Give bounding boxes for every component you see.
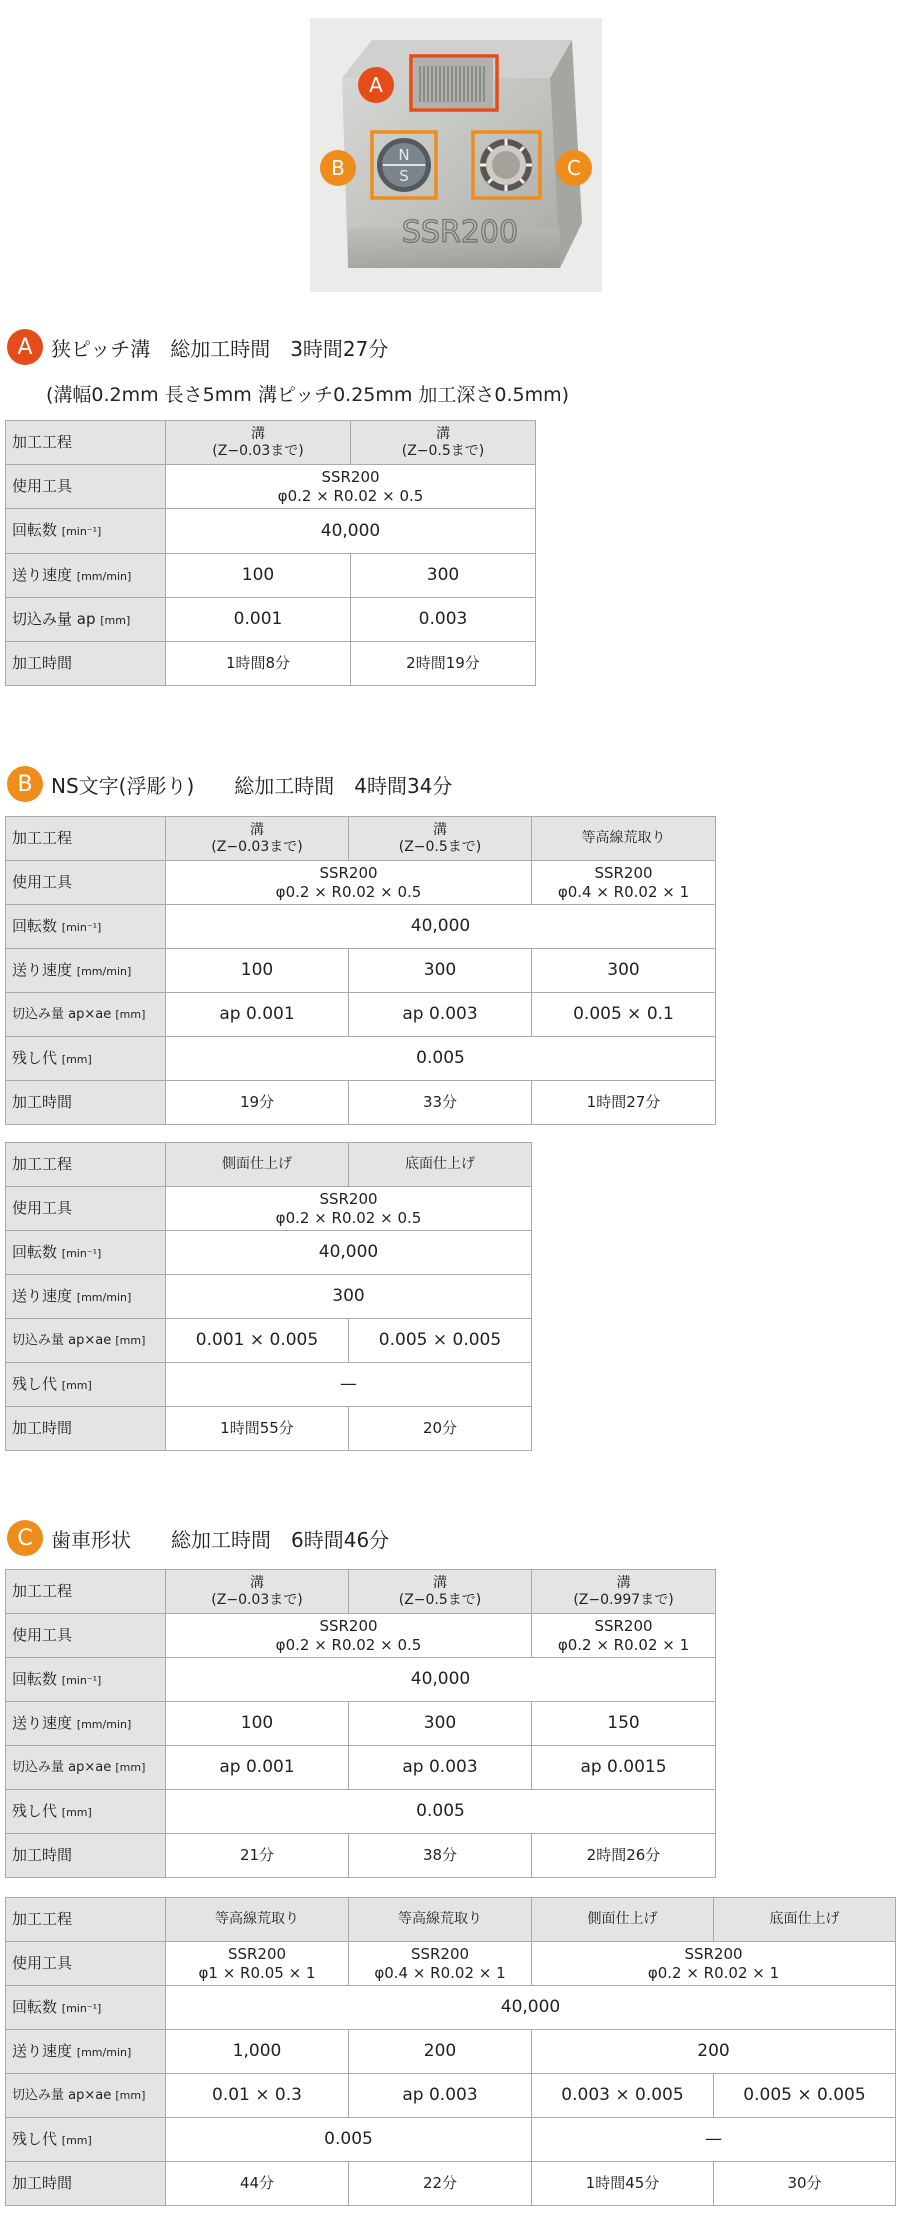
table-row <box>6 1319 532 1363</box>
tool-cell: SSR200 φ0.2 × R0.02 × 0.5 <box>166 1614 532 1658</box>
row-label: 送り速度 [mm/min] <box>6 2030 166 2074</box>
value-cell: 300 <box>349 1702 532 1746</box>
svg-text:C: C <box>567 156 581 180</box>
section-a-subtitle: (溝幅0.2mm 長さ5mm 溝ピッチ0.25mm 加工深さ0.5mm) <box>46 384 570 406</box>
row-label: 送り速度 [mm/min] <box>6 949 166 993</box>
row-label: 回転数 [min⁻¹] <box>6 1231 166 1275</box>
table-row <box>6 2074 896 2118</box>
value-cell: ap 0.003 <box>349 1746 532 1790</box>
table-row <box>6 465 536 509</box>
table-row <box>6 1143 532 1187</box>
badge-b: B <box>7 766 43 802</box>
value-cell: 300 <box>349 949 532 993</box>
marker-c <box>556 150 592 186</box>
table-row <box>6 1275 532 1319</box>
table-row <box>6 1407 532 1451</box>
value-cell: 0.005 × 0.1 <box>532 993 716 1037</box>
header-cell: 側面仕上げ <box>166 1143 349 1187</box>
value-cell: 40,000 <box>166 1231 532 1275</box>
badge-c: C <box>7 1520 43 1556</box>
value-cell: 19分 <box>166 1081 349 1125</box>
header-cell: 溝 (Z−0.03まで) <box>166 817 349 861</box>
row-label: 加工時間 <box>6 2162 166 2206</box>
value-cell: 40,000 <box>166 1986 896 2030</box>
tool-cell: SSR200 φ1 × R0.05 × 1 <box>166 1942 349 1986</box>
value-cell: 100 <box>166 554 351 598</box>
value-cell: 1時間8分 <box>166 642 351 686</box>
table-row <box>6 1746 716 1790</box>
badge-a: A <box>7 329 43 365</box>
table-row <box>6 509 536 554</box>
value-cell: 1時間45分 <box>532 2162 714 2206</box>
value-cell: 200 <box>532 2030 896 2074</box>
header-cell: 溝 (Z−0.03まで) <box>166 1570 349 1614</box>
table-row <box>6 1986 896 2030</box>
table-row <box>6 642 536 686</box>
row-label: 切込み量 ap×ae [mm] <box>6 1319 166 1363</box>
tool-cell: SSR200 φ0.4 × R0.02 × 1 <box>349 1942 532 1986</box>
marker-a <box>358 67 394 103</box>
value-cell: 30分 <box>714 2162 896 2206</box>
table-b1 <box>5 816 716 1125</box>
table-row <box>6 993 716 1037</box>
table-row <box>6 1363 532 1407</box>
table-row <box>6 1614 716 1658</box>
table-row <box>6 905 716 949</box>
section-a-heading <box>7 327 388 367</box>
value-cell: 0.005 <box>166 2118 532 2162</box>
row-label: 使用工具 <box>6 465 166 509</box>
row-label: 使用工具 <box>6 1942 166 1986</box>
value-cell: 20分 <box>349 1407 532 1451</box>
value-cell: 200 <box>349 2030 532 2074</box>
row-label: 回転数 [min⁻¹] <box>6 1658 166 1702</box>
table-row <box>6 598 536 642</box>
engraving-text: SSR200 <box>401 215 519 250</box>
value-cell: 0.001 × 0.005 <box>166 1319 349 1363</box>
row-label: 残し代 [mm] <box>6 1037 166 1081</box>
table-row <box>6 1037 716 1081</box>
table-row <box>6 1834 716 1878</box>
row-label: 残し代 [mm] <box>6 1363 166 1407</box>
value-cell: 300 <box>351 554 536 598</box>
row-label: 加工工程 <box>6 1898 166 1942</box>
value-cell: 0.005 <box>166 1790 716 1834</box>
row-label: 加工工程 <box>6 817 166 861</box>
table-c2 <box>5 1897 896 2206</box>
value-cell: 2時間19分 <box>351 642 536 686</box>
value-cell: 0.003 <box>351 598 536 642</box>
gear-feature <box>480 139 532 191</box>
table-b2 <box>5 1142 532 1451</box>
section-c-heading <box>7 1518 389 1558</box>
table-row <box>6 1790 716 1834</box>
tool-cell: SSR200 φ0.2 × R0.02 × 0.5 <box>166 861 532 905</box>
table-row <box>6 861 716 905</box>
tool-cell: SSR200 φ0.2 × R0.02 × 1 <box>532 1942 896 1986</box>
value-cell: 300 <box>532 949 716 993</box>
header-cell: 底面仕上げ <box>349 1143 532 1187</box>
table-row <box>6 949 716 993</box>
tool-cell: SSR200 φ0.2 × R0.02 × 0.5 <box>166 1187 532 1231</box>
value-cell: — <box>532 2118 896 2162</box>
value-cell: 0.005 × 0.005 <box>714 2074 896 2118</box>
row-label: 回転数 [min⁻¹] <box>6 905 166 949</box>
header-cell: 溝 (Z−0.03まで) <box>166 421 351 465</box>
row-label: 回転数 [min⁻¹] <box>6 1986 166 2030</box>
table-row <box>6 817 716 861</box>
row-label: 回転数 [min⁻¹] <box>6 509 166 554</box>
header-cell: 等高線荒取り <box>349 1898 532 1942</box>
row-label: 加工時間 <box>6 1834 166 1878</box>
table-row <box>6 1081 716 1125</box>
section-b-title: NS文字(浮彫り) 総加工時間 4時間34分 <box>51 773 453 798</box>
value-cell: ap 0.001 <box>166 993 349 1037</box>
header-cell: 等高線荒取り <box>532 817 716 861</box>
table-c1 <box>5 1569 716 1878</box>
row-label: 切込み量 ap [mm] <box>6 598 166 642</box>
header-cell: 溝 (Z−0.5まで) <box>349 817 532 861</box>
value-cell: 1,000 <box>166 2030 349 2074</box>
svg-text:A: A <box>369 73 383 97</box>
value-cell: ap 0.001 <box>166 1746 349 1790</box>
row-label: 加工時間 <box>6 642 166 686</box>
table-row <box>6 1942 896 1986</box>
value-cell: ap 0.003 <box>349 993 532 1037</box>
table-a <box>5 420 536 686</box>
value-cell: 150 <box>532 1702 716 1746</box>
table-row <box>6 1702 716 1746</box>
row-label: 送り速度 [mm/min] <box>6 1275 166 1319</box>
value-cell: 40,000 <box>166 905 716 949</box>
row-label: 加工工程 <box>6 1570 166 1614</box>
value-cell: 300 <box>166 1275 532 1319</box>
value-cell: 40,000 <box>166 509 536 554</box>
value-cell: 0.005 × 0.005 <box>349 1319 532 1363</box>
header-cell: 溝 (Z−0.5まで) <box>349 1570 532 1614</box>
value-cell: 0.001 <box>166 598 351 642</box>
value-cell: 2時間26分 <box>532 1834 716 1878</box>
row-label: 加工工程 <box>6 1143 166 1187</box>
row-label: 加工工程 <box>6 421 166 465</box>
value-cell: ap 0.003 <box>349 2074 532 2118</box>
section-c-title: 歯車形状 総加工時間 6時間46分 <box>51 1527 390 1552</box>
tool-cell: SSR200 φ0.2 × R0.02 × 1 <box>532 1614 716 1658</box>
svg-text:S: S <box>399 167 409 185</box>
table-row <box>6 1898 896 1942</box>
header-cell: 側面仕上げ <box>532 1898 714 1942</box>
value-cell: 44分 <box>166 2162 349 2206</box>
row-label: 使用工具 <box>6 861 166 905</box>
value-cell: 0.003 × 0.005 <box>532 2074 714 2118</box>
row-label: 切込み量 ap×ae [mm] <box>6 1746 166 1790</box>
row-label: 使用工具 <box>6 1614 166 1658</box>
row-label: 加工時間 <box>6 1407 166 1451</box>
workpiece-photo <box>310 18 602 292</box>
value-cell: 0.005 <box>166 1037 716 1081</box>
row-label: 切込み量 ap×ae [mm] <box>6 993 166 1037</box>
value-cell: 38分 <box>349 1834 532 1878</box>
groove-feature <box>413 58 493 108</box>
header-cell: 溝 (Z−0.997まで) <box>532 1570 716 1614</box>
row-label: 送り速度 [mm/min] <box>6 554 166 598</box>
row-label: 加工時間 <box>6 1081 166 1125</box>
header-cell: 等高線荒取り <box>166 1898 349 1942</box>
svg-text:N: N <box>398 146 410 164</box>
section-b-heading <box>7 764 452 804</box>
table-row <box>6 1570 716 1614</box>
row-label: 切込み量 ap×ae [mm] <box>6 2074 166 2118</box>
value-cell: 1時間55分 <box>166 1407 349 1451</box>
ns-letter-feature <box>377 138 431 192</box>
table-row <box>6 421 536 465</box>
value-cell: 21分 <box>166 1834 349 1878</box>
table-row <box>6 2030 896 2074</box>
value-cell: 33分 <box>349 1081 532 1125</box>
value-cell: 100 <box>166 1702 349 1746</box>
value-cell: 100 <box>166 949 349 993</box>
value-cell: 40,000 <box>166 1658 716 1702</box>
header-cell: 溝 (Z−0.5まで) <box>351 421 536 465</box>
table-row <box>6 1187 532 1231</box>
table-row <box>6 1231 532 1275</box>
value-cell: 22分 <box>349 2162 532 2206</box>
table-row <box>6 554 536 598</box>
table-row <box>6 2162 896 2206</box>
tool-cell: SSR200 φ0.4 × R0.02 × 1 <box>532 861 716 905</box>
header-cell: 底面仕上げ <box>714 1898 896 1942</box>
row-label: 残し代 [mm] <box>6 1790 166 1834</box>
table-row <box>6 1658 716 1702</box>
value-cell: 1時間27分 <box>532 1081 716 1125</box>
marker-b <box>320 150 356 186</box>
row-label: 使用工具 <box>6 1187 166 1231</box>
value-cell: ap 0.0015 <box>532 1746 716 1790</box>
table-row <box>6 2118 896 2162</box>
row-label: 送り速度 [mm/min] <box>6 1702 166 1746</box>
value-cell: — <box>166 1363 532 1407</box>
section-a-title: 狭ピッチ溝 総加工時間 3時間27分 <box>51 336 389 361</box>
tool-cell: SSR200 φ0.2 × R0.02 × 0.5 <box>166 465 536 509</box>
svg-text:B: B <box>331 156 345 180</box>
value-cell: 0.01 × 0.3 <box>166 2074 349 2118</box>
row-label: 残し代 [mm] <box>6 2118 166 2162</box>
